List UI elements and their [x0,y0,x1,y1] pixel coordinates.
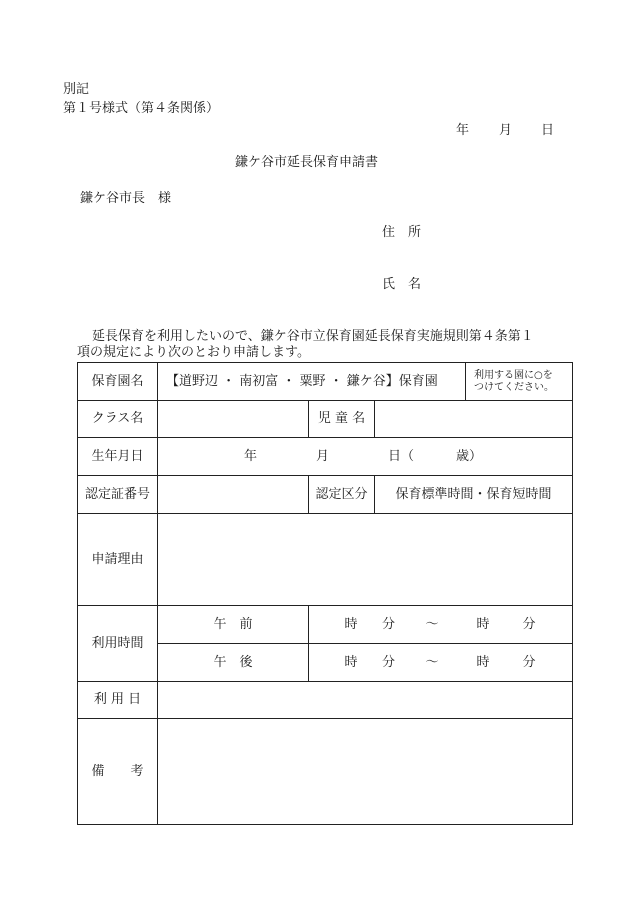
am-start-hour: 時 [344,616,358,632]
pm-start-minute: 分 [381,654,395,670]
child-name-label: 児 童 名 [309,401,375,438]
nursery-options[interactable]: 【道野辺 ・ 南初富 ・ 粟野 ・ 鎌ケ谷】保育園 [158,363,466,401]
birth-year: 年 [244,448,258,464]
reason-input[interactable] [158,514,573,606]
remarks-input[interactable] [158,719,573,825]
row-certification [78,476,573,514]
usage-time-label: 利用時間 [78,606,158,682]
cert-type-options[interactable]: 保育標準時間・保育短時間 [375,476,573,514]
appendix-label: 別記 [63,82,90,97]
intro-line-2: 項の規定により次のとおり申請します。 [77,345,310,360]
use-date-label: 利 用 日 [78,682,158,719]
row-nursery [78,363,573,401]
am-end-hour: 時 [476,616,490,632]
pm-label: 午 後 [158,644,309,682]
date-year-label: 年 [456,123,470,138]
cert-type-label: 認定区分 [309,476,375,514]
class-input[interactable] [158,401,309,438]
name-label: 氏 名 [382,277,422,292]
remarks-label: 備 考 [78,719,158,825]
date-day-label: 日 [541,123,555,138]
address-label: 住 所 [382,225,422,240]
pm-end-minute: 分 [522,654,536,670]
row-reason [78,514,573,606]
birth-label: 生年月日 [78,438,158,476]
reason-label: 申請理由 [78,514,158,606]
nursery-note [466,363,573,401]
child-name-input[interactable] [375,401,573,438]
am-start-minute: 分 [381,616,395,632]
nursery-note-line-2: つけてください。 [474,381,555,393]
cert-number-label: 認定証番号 [78,476,158,514]
addressee: 鎌ケ谷市長 様 [80,191,172,206]
birth-month: 月 [316,448,330,464]
row-use-date [78,682,573,719]
class-label: クラス名 [78,401,158,438]
am-label: 午 前 [158,606,309,644]
am-end-minute: 分 [522,616,536,632]
pm-tilde: ～ [425,654,439,670]
pm-end-hour: 時 [476,654,490,670]
cert-number-input[interactable] [158,476,309,514]
birth-age: 歳） [456,448,483,464]
birth-day: 日（ [388,448,415,464]
pm-start-hour: 時 [344,654,358,670]
row-birth [78,438,573,476]
row-class-child [78,401,573,438]
birth-date-input[interactable] [158,438,573,476]
nursery-label: 保育園名 [78,363,158,401]
pm-time-input[interactable] [309,644,573,682]
row-remarks [78,719,573,825]
use-date-input[interactable] [158,682,573,719]
am-tilde: ～ [425,616,439,632]
row-usage-am [78,606,573,644]
form-number: 第１号様式（第４条関係） [63,101,220,116]
am-time-input[interactable] [309,606,573,644]
application-form-table [77,362,573,825]
date-month-label: 月 [499,123,513,138]
intro-line-1: 延長保育を利用したいので、鎌ケ谷市立保育園延長保育実施規則第４条第１ [92,329,534,344]
document-title: 鎌ケ谷市延長保育申請書 [235,155,379,170]
nursery-note-line-1: 利用する園に○を [474,369,553,381]
